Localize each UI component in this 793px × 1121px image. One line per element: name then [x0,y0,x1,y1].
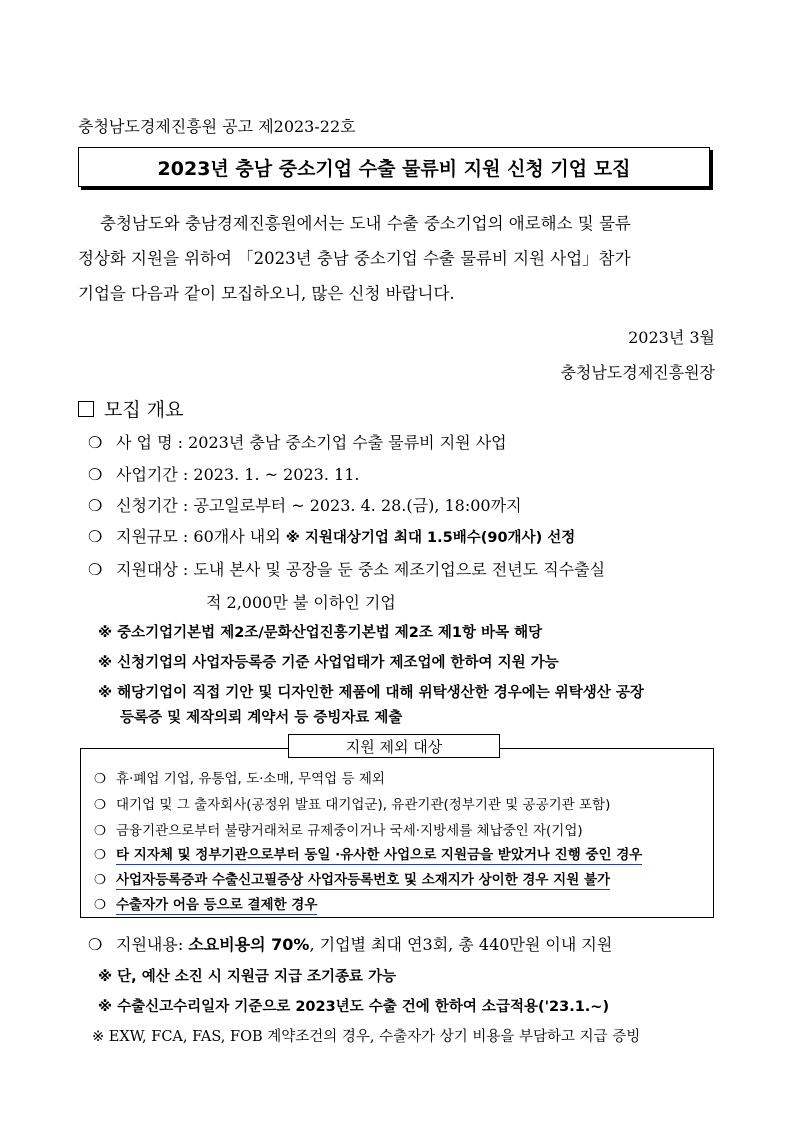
exclusion-item-text: 대기업 및 그 출자회사(공정위 발표 대기업군), 유관기관(정부기관 및 공공기관 포함) [116,797,611,813]
support-note: ※ 수출신고수리일자 기준으로 2023년도 수출 건에 한하여 소급적용('23.1.~) [98,999,610,1015]
target-note-continued: 등록증 및 제작의뢰 계약서 등 증빙자료 제출 [120,710,403,726]
intro-paragraph-line: 기업을 다음과 같이 모집하오니, 많은 신청 바랍니다. [78,284,455,303]
exclusion-item-emphasized [94,843,642,863]
target-note: ※ 신청기업의 사업자등록증 기준 사업업태가 제조업에 한하여 지원 가능 [98,655,559,671]
support-note: ※ 단, 예산 소진 시 지원금 지급 조기종료 가능 [98,969,397,985]
support-note: ※ EXW, FCA, FAS, FOB 계약조건의 경우, 수출자가 상기 비용을 부담하고 지급 증빙 [92,1029,641,1045]
exclusion-item [94,767,385,787]
circle-bullet-icon: ❍ [94,847,107,863]
overview-item-project-period [88,462,359,485]
section-heading-label: 모집 개요 [104,399,184,421]
support-content [88,932,612,955]
overview-item-project-name [88,430,507,453]
support-highlight: 소요비용의 70% [188,935,310,954]
scale-note: ※ 지원대상기업 최대 1.5배수(90개사) 선정 [285,530,576,546]
exclusion-item-text: 사업자등록증과 수출신고필증상 사업자등록번호 및 소재지가 상이한 경우 지원 불가 [116,872,611,888]
circle-bullet-icon: ❍ [88,527,103,546]
target-note: ※ 해당기업이 직접 기안 및 디자인한 제품에 대해 위탁생산한 경우에는 위탁생산 공장 [98,685,644,701]
exclusion-item-text: 금융기관으로부터 불량거래처로 규제중이거나 국세·지방세를 체납중인 자(기업) [116,823,583,839]
circle-bullet-icon: ❍ [94,872,107,888]
document-title: 2023년 충남 중소기업 수출 물류비 지원 신청 기업 모집 [78,147,710,187]
exclusion-item-emphasized [94,868,610,888]
issuer-name: 충청남도경제진흥원장 [560,363,715,382]
exclusion-item-text: 휴·폐업 기업, 유통업, 도·소매, 무역업 등 제외 [116,771,385,787]
circle-bullet-icon: ❍ [88,935,103,954]
exclusion-item-text: 수출자가 어음 등으로 결제한 경우 [116,897,318,913]
exclusion-box-title: 지원 제외 대상 [288,734,500,758]
circle-bullet-icon: ❍ [94,797,107,813]
target-note: ※ 중소기업기본법 제2조/문화산업진흥기본법 제2조 제1항 바목 해당 [98,625,543,641]
exclusion-item-text: 타 지자체 및 정부기관으로부터 동일 ·유사한 사업으로 지원금을 받았거나 진행 중인 경우 [116,847,643,863]
exclusion-item [94,819,583,839]
circle-bullet-icon: ❍ [94,823,107,839]
overview-item-text: 신청기간 : 공고일로부터 ~ 2023. 4. 28.(금), 18:00까지 [116,496,522,515]
exclusion-item [94,793,610,813]
overview-item-text: 사업기간 : 2023. 1. ~ 2023. 11. [116,465,360,484]
overview-item-target [88,557,605,580]
support-prefix: 지원내용: [116,935,189,954]
exclusion-item-emphasized [94,893,317,913]
intro-paragraph-line: 충청남도와 충남경제진흥원에서는 도내 수출 중소기업의 애로해소 및 물류 [100,214,631,233]
overview-item-scale [88,524,575,547]
section-heading [78,395,183,422]
support-suffix: , 기업별 최대 연3회, 총 440만원 이내 지원 [309,935,613,954]
overview-item-text: 지원대상 : 도내 본사 및 공장을 둔 중소 제조기업으로 전년도 직수출실 [116,560,606,579]
circle-bullet-icon: ❍ [88,465,103,484]
overview-item-text: 사 업 명 : 2023년 충남 중소기업 수출 물류비 지원 사업 [116,433,507,452]
circle-bullet-icon: ❍ [94,897,107,913]
square-icon [78,401,94,417]
circle-bullet-icon: ❍ [94,771,107,787]
notice-number: 충청남도경제진흥원 공고 제2023-22호 [78,117,356,136]
overview-item-text: 지원규모 : 60개사 내외 [116,527,286,546]
issue-date: 2023년 3월 [628,328,715,347]
circle-bullet-icon: ❍ [88,496,103,515]
intro-paragraph-line: 정상화 지원을 위하여 「2023년 충남 중소기업 수출 물류비 지원 사업」참가 [78,249,631,268]
overview-item-target-continued: 적 2,000만 불 이하인 기업 [206,593,396,612]
circle-bullet-icon: ❍ [88,560,103,579]
circle-bullet-icon: ❍ [88,433,103,452]
overview-item-application-period [88,493,522,516]
